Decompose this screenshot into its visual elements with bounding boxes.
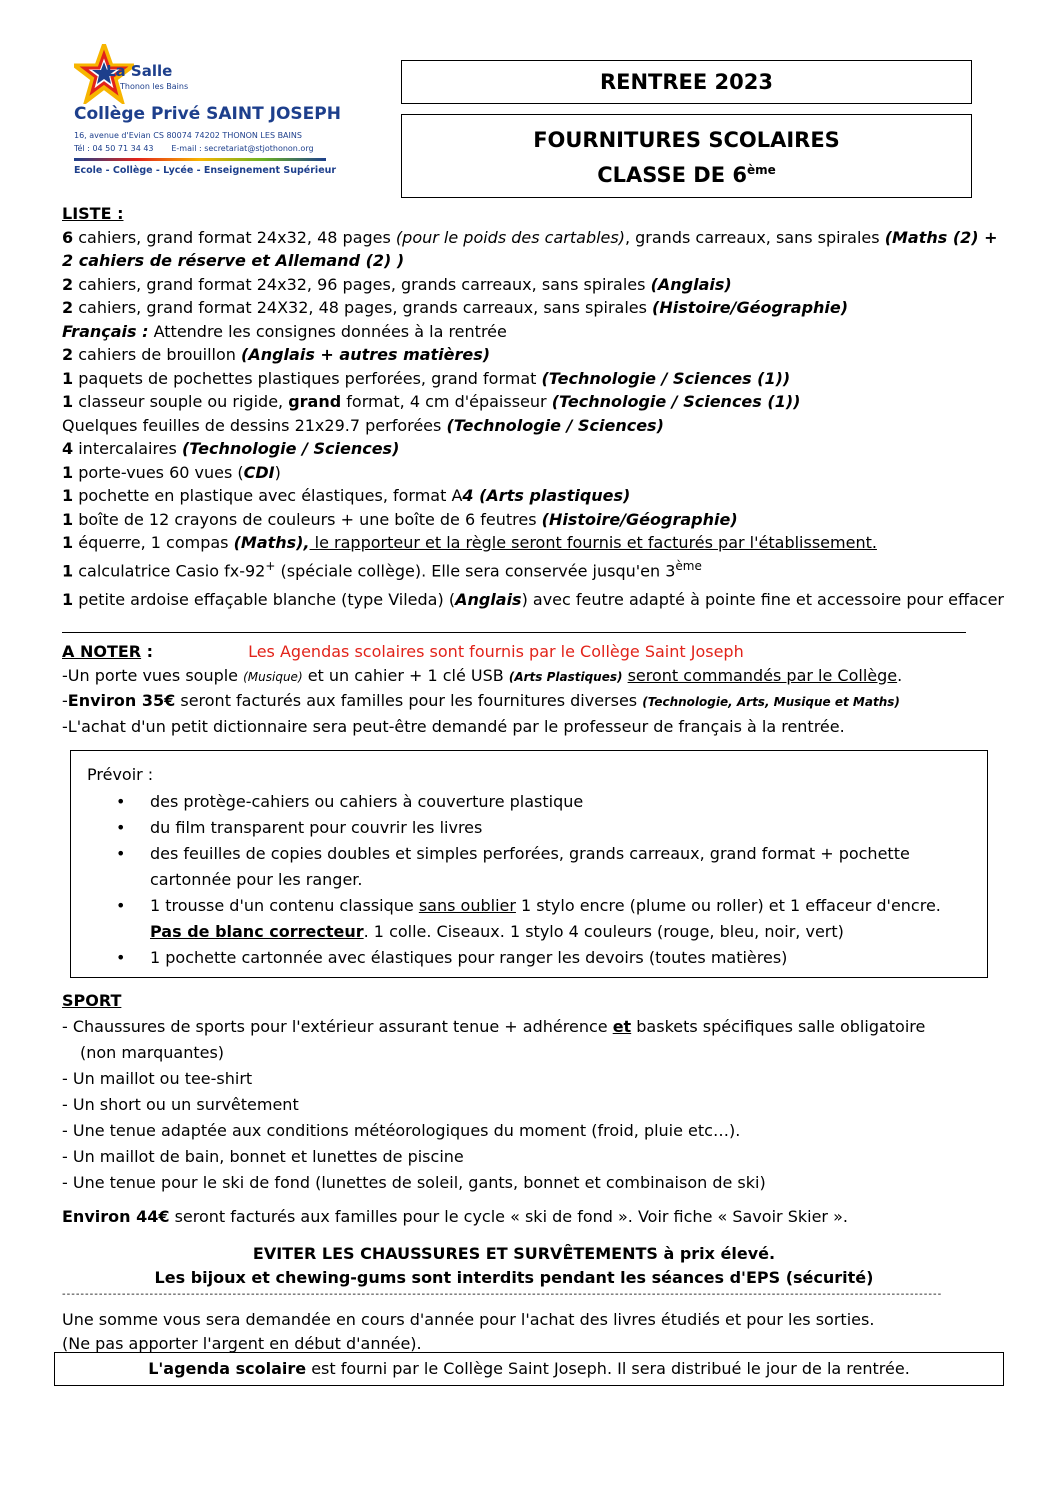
- list-item: 1 équerre, 1 compas (Maths), le rapporteur et la règle seront fournis et facturés par l'établissement.: [62, 533, 877, 552]
- note-item: -Un porte vues souple (Musique) et un cahier + 1 clé USB (Arts Plastiques) seront commandés par le Collège.: [62, 665, 903, 685]
- agenda-note-red: Les Agendas scolaires sont fournis par le Collège Saint Joseph: [248, 642, 744, 661]
- list-item: 2 cahiers, grand format 24x32, 96 pages, grands carreaux, sans spirales (Anglais): [62, 274, 732, 294]
- list-item: 2 cahiers, grand format 24X32, 48 pages, grands carreaux, sans spirales (Histoire/Géographie): [62, 298, 849, 317]
- list-item: 1 calculatrice Casio fx-92+ (spéciale collège). Elle sera conservée jusqu'en 3ème: [62, 558, 702, 580]
- sport-section: [62, 988, 925, 1230]
- supply-list: [62, 202, 1004, 612]
- list-item: • 1 trousse d'un contenu classique sans oublier 1 stylo encre (plume ou roller) et 1 effaceur d'encre. Pas de blanc correcteur. 1 colle. Ciseaux. 1 stylo 4 couleurs (rouge, bleu, noir, vert): [71, 893, 970, 945]
- sport-heading: SPORT: [62, 991, 122, 1010]
- list-item: 6 cahiers, grand format 24x32, 48 pages (pour le poids des cartables), grands carreaux, sans spirales (Maths (2) +: [62, 227, 998, 247]
- payment-line: Une somme vous sera demandée en cours d'année pour l'achat des livres étudiés et pour les sorties.: [62, 1310, 875, 1329]
- prevoir-list: [71, 789, 970, 971]
- list-item: • des feuilles de copies doubles et simples perforées, grands carreaux, grand format + pochette cartonnée pour les ranger.: [71, 841, 970, 893]
- ski-cost-note: Environ 44€ seront facturés aux familles pour le cycle « ski de fond ». Voir fiche « Savoir Skier ».: [62, 1207, 848, 1226]
- list-item: • du film transparent pour couvrir les livres: [71, 815, 970, 841]
- note-item: -L'achat d'un petit dictionnaire sera peut-être demandé par le professeur de français à la rentrée.: [62, 716, 845, 736]
- list-item: - Un short ou un survêtement: [62, 1095, 299, 1114]
- page-subtitle-box: [401, 114, 972, 198]
- logo-contact: Tél : 04 50 71 34 43 E-mail : secretariat@stjothonon.org: [74, 144, 314, 153]
- list-item: - Une tenue adaptée aux conditions météorologiques du moment (froid, pluie etc…).: [62, 1121, 741, 1140]
- logo-brand: La Salle: [106, 62, 173, 80]
- prevoir-box: [70, 750, 988, 978]
- logo-color-bar: [74, 158, 326, 161]
- prevoir-title: Prévoir :: [87, 765, 154, 784]
- list-item: - Un maillot de bain, bonnet et lunettes de piscine: [62, 1147, 464, 1166]
- list-item: Français : Attendre les consignes données à la rentrée: [62, 321, 507, 341]
- list-item: • 1 pochette cartonnée avec élastiques pour ranger les devoirs (toutes matières): [71, 945, 970, 971]
- sport-warnings: [62, 1242, 966, 1290]
- page-title: RENTREE 2023: [401, 60, 972, 104]
- list-item: 4 intercalaires (Technologie / Sciences): [62, 439, 400, 458]
- logo-tagline: Ecole - Collège - Lycée - Enseignement Supérieur: [74, 165, 337, 176]
- list-item: 1 boîte de 12 crayons de couleurs + une boîte de 6 feutres (Histoire/Géographie): [62, 509, 738, 529]
- divider: [62, 632, 966, 633]
- list-heading: LISTE :: [62, 204, 124, 223]
- list-item: 1 paquets de pochettes plastiques perforées, grand format (Technologie / Sciences (1)): [62, 368, 791, 388]
- logo-sub: Thonon les Bains: [120, 82, 189, 91]
- list-item: 1 pochette en plastique avec élastiques, format A4 (Arts plastiques): [62, 486, 631, 505]
- school-logo: [74, 44, 346, 188]
- payment-line: (Ne pas apporter l'argent en début d'année).: [62, 1333, 422, 1353]
- subtitle-line2: CLASSE DE 6ème: [597, 163, 776, 187]
- list-item: 2 cahiers de brouillon (Anglais + autres matières): [62, 345, 491, 364]
- list-item: (non marquantes): [80, 1043, 225, 1062]
- warning-line: EVITER LES CHAUSSURES ET SURVÊTEMENTS à prix élevé.: [252, 1244, 776, 1263]
- note-item: -Environ 35€ seront facturés aux familles pour les fournitures diverses (Technologie, Arts, Musique et Maths): [62, 691, 900, 710]
- list-item: 1 porte-vues 60 vues (CDI): [62, 462, 281, 482]
- list-item: 1 classeur souple ou rigide, grand format, 4 cm d'épaisseur (Technologie / Sciences (1)): [62, 392, 801, 411]
- list-item: 1 petite ardoise effaçable blanche (type Vileda) (Anglais) avec feutre adapté à pointe fine et accessoire pour effacer: [62, 590, 1004, 610]
- notes-heading-line: A NOTER : Les Agendas scolaires sont fournis par le Collège Saint Joseph: [62, 642, 744, 661]
- notes-section: [62, 640, 902, 738]
- subtitle-line1: FOURNITURES SCOLAIRES: [533, 128, 840, 152]
- list-item: - Une tenue pour le ski de fond (lunettes de soleil, gants, bonnet et combinaison de ski): [62, 1173, 766, 1192]
- warning-line: Les bijoux et chewing-gums sont interdits pendant les séances d'EPS (sécurité): [154, 1268, 874, 1287]
- list-item: • des protège-cahiers ou cahiers à couverture plastique: [71, 789, 970, 815]
- list-item: Quelques feuilles de dessins 21x29.7 perforées (Technologie / Sciences): [62, 415, 664, 435]
- logo-college-name: Collège Privé SAINT JOSEPH: [74, 104, 341, 124]
- dashed-divider: -----------------------------------------------------------------------------------------------------------------------------------------------------------------------------------------------: [62, 1290, 943, 1300]
- agenda-box: L'agenda scolaire est fourni par le Collège Saint Joseph. Il sera distribué le jour de la rentrée.: [54, 1352, 1004, 1386]
- logo-address: 16, avenue d'Evian CS 80074 74202 THONON LES BAINS: [74, 131, 302, 140]
- list-item: - Chaussures de sports pour l'extérieur assurant tenue + adhérence et baskets spécifiques salle obligatoire: [62, 1017, 926, 1036]
- list-item: - Un maillot ou tee-shirt: [62, 1069, 253, 1088]
- payment-note: [62, 1308, 874, 1355]
- list-item: 2 cahiers de réserve et Allemand (2) ): [62, 251, 405, 270]
